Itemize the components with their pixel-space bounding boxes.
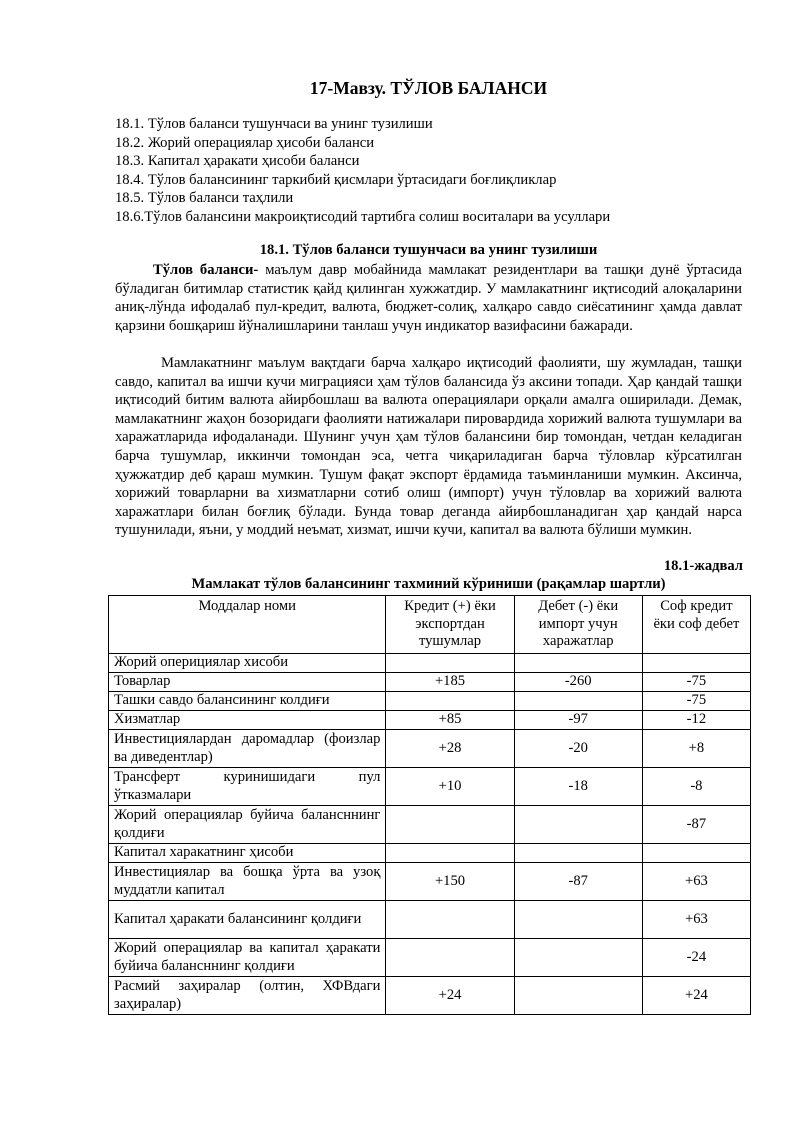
row-credit: +28 <box>386 730 514 768</box>
row-name: Инвестициялар ва бошқа ўрта ва узоқ муддатли капитал <box>109 863 386 901</box>
table-row <box>109 863 751 901</box>
toc-item: 18.1. Тўлов баланси тушунчаси ва унинг тузилиши <box>115 116 433 132</box>
row-name: Ташки савдо балансининг колдиғи <box>109 692 386 711</box>
row-credit <box>386 939 514 977</box>
row-name: Товарлар <box>109 673 386 692</box>
table-row <box>109 901 751 939</box>
table-row <box>109 711 751 730</box>
row-debit: -260 <box>514 673 642 692</box>
definition-text: маълум давр мобайнида мамлакат резидентлари ва ташқи дунё ўртасида бўладиган битимлар статистик қайд қилинган хужжатдир. У мамлакатнинг иқтисодий алоқаларини аниқ-лўнда ифодалаб пул-кредит, валюта, бюджет-солиқ, халқаро савдо сиёсатининг ҳамда давлат қарзини бошқариш йўналишларини танлаш учун индикатор вазифасини бажаради. <box>115 262 743 334</box>
row-credit: +150 <box>386 863 514 901</box>
table-row <box>109 806 751 844</box>
table-row <box>109 844 751 863</box>
table-row <box>109 730 751 768</box>
row-credit: +10 <box>386 768 514 806</box>
row-net: -12 <box>642 711 750 730</box>
row-name: Капитал харакатнинг ҳисоби <box>109 844 386 863</box>
row-name: Трансферт куринишидаги пул ўтказмалари <box>109 768 386 806</box>
row-credit <box>386 692 514 711</box>
toc-item: 18.4. Тўлов балансининг таркибий қисмлари ўртасидаги боғлиқликлар <box>115 171 557 188</box>
table-row <box>109 692 751 711</box>
row-debit <box>514 654 642 673</box>
table-header-row <box>109 596 751 654</box>
row-debit <box>514 844 642 863</box>
page-title: 17-Мавзу. ТЎЛОВ БАЛАНСИ <box>309 78 548 98</box>
table-of-contents <box>115 115 755 227</box>
row-net: +63 <box>642 863 750 901</box>
row-net: -75 <box>642 673 750 692</box>
row-net: -24 <box>642 939 750 977</box>
toc-item: 18.3. Капитал ҳаракати ҳисоби баланси <box>115 153 360 170</box>
row-debit <box>514 939 642 977</box>
row-net: +24 <box>642 977 750 1015</box>
toc-item: 18.6.Тўлов балансини макроиқтисодий тартибга солиш воситалари ва усуллари <box>115 208 611 225</box>
row-net: -75 <box>642 692 750 711</box>
row-debit <box>514 977 642 1015</box>
table-number: 18.1-жадвал <box>663 558 743 574</box>
section-heading: 18.1. Тўлов баланси тушунчаси ва унинг тузилиши <box>259 242 598 258</box>
row-net: -87 <box>642 806 750 844</box>
table-row <box>109 977 751 1015</box>
header-item-name: Моддалар номи <box>109 596 386 654</box>
row-credit: +185 <box>386 673 514 692</box>
row-credit <box>386 806 514 844</box>
row-debit <box>514 901 642 939</box>
row-name: Жорий операциялар буйича балансннинг қолдиғи <box>109 806 386 844</box>
row-name: Жорий оперициялар хисоби <box>109 654 386 673</box>
row-name: Капитал ҳаракати балансининг қолдиғи <box>109 901 386 939</box>
row-name: Жорий операциялар ва капитал ҳаракати буйича балансннинг қолдиғи <box>109 939 386 977</box>
row-net: +8 <box>642 730 750 768</box>
row-net <box>642 844 750 863</box>
row-credit <box>386 844 514 863</box>
row-credit <box>386 901 514 939</box>
row-name: Хизматлар <box>109 711 386 730</box>
toc-item: 18.5. Тўлов баланси таҳлили <box>115 190 294 207</box>
row-credit <box>386 654 514 673</box>
row-net: -8 <box>642 768 750 806</box>
header-debit: Дебет (-) ёки импорт учун харажатлар <box>514 596 642 654</box>
row-credit: +85 <box>386 711 514 730</box>
table-row <box>109 673 751 692</box>
row-debit: -18 <box>514 768 642 806</box>
row-net: +63 <box>642 901 750 939</box>
header-credit: Кредит (+) ёки экспортдан тушумлар <box>386 596 514 654</box>
row-name: Расмий заҳиралар (олтин, ХФВдаги заҳиралар) <box>109 977 386 1015</box>
defined-term: Тўлов баланси- <box>153 262 259 278</box>
row-debit <box>514 806 642 844</box>
row-credit: +24 <box>386 977 514 1015</box>
row-debit <box>514 692 642 711</box>
toc-item: 18.2. Жорий операциялар ҳисоби баланси <box>115 134 375 151</box>
row-net <box>642 654 750 673</box>
row-debit: -20 <box>514 730 642 768</box>
row-debit: -87 <box>514 863 642 901</box>
row-name: Инвестициялардан даромадлар (фоизлар ва диведентлар) <box>109 730 386 768</box>
table-caption: Мамлакат тўлов балансининг тахминий кўриниши (рақамлар шартли) <box>191 576 666 592</box>
row-debit: -97 <box>514 711 642 730</box>
table-row <box>109 939 751 977</box>
paragraph-body: Мамлакатнинг маълум вақтдаги барча халқаро иқтисодий фаолияти, шу жумладан, ташқи савдо, капитал ва ишчи кучи миграцияси ҳам тўлов балансида ўз аксини топади. Ҳар қандай ташқи иқтисодий битим валюта айирбошлаш ва валюта операциялари орқали амалга оширилади. Демак, мамлакатнинг жаҳон бозоридаги фаолияти натижалари пировардида хорижий валюта тушумлари ва харажатларида ифодаланади. Шунинг учун ҳам тўлов балансини бир томондан, четдан келадиган барча тушумлар, иккинчи томондан эса, четга чиқариладиган барча тўловлар кўрсатилган ҳужжатдир деб қараш мумкин. Тушум фақат экспорт ёрдамида таъминланиши мумкин. Аксинча, хорижий товарларни ва хизматларни сотиб олиш (импорт) учун тўловлар ва хорижий валюта харажатлари билан боғлиқ бўлади. Бунда товар деганда айирбошланадиган ҳар қандай нарса тушунилади, яъни, у моддий неъмат, хизмат, ишчи кучи, капитал ва валюта бўлиши мумкин. <box>115 355 742 539</box>
balance-table <box>108 595 751 1015</box>
paragraph-definition <box>115 261 742 335</box>
header-net: Соф кредит ёки соф дебет <box>642 596 750 654</box>
table-row <box>109 768 751 806</box>
table-row <box>109 654 751 673</box>
